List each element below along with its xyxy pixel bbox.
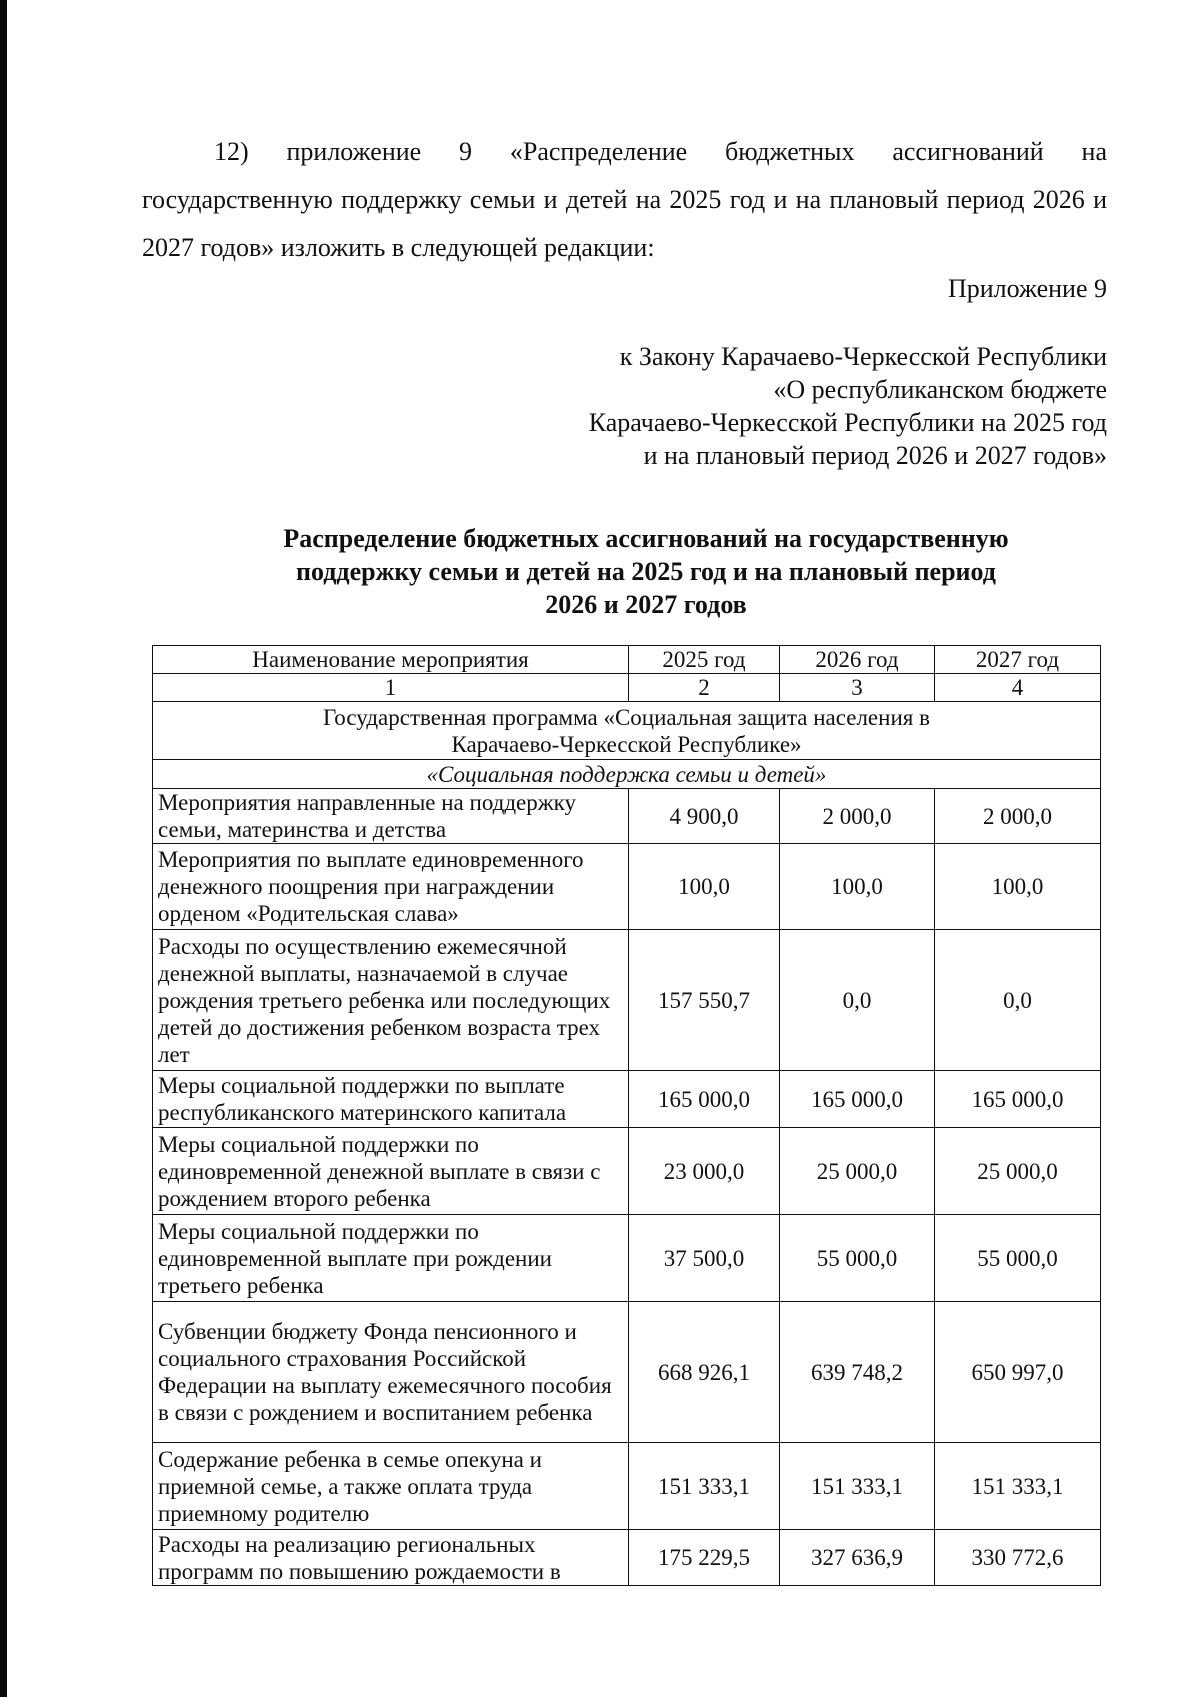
table-row	[153, 789, 1101, 844]
document-title	[226, 522, 1066, 621]
value-2026: 327 636,9	[780, 1530, 935, 1586]
title-line: 2026 и 2027 годов	[545, 590, 747, 619]
header-2026: 2026 год	[780, 646, 935, 674]
program-title: Государственная программа «Социальная защита населения в Карачаево-Черкесской Республике»	[153, 702, 1101, 760]
table-header-row	[153, 646, 1101, 674]
title-line: поддержку семьи и детей на 2025 год и на плановый период	[296, 557, 996, 586]
activity-name: Меры социальной поддержки по единовременной денежной выплате в связи с рождением второго ребенка	[153, 1128, 629, 1215]
activity-name: Меры социальной поддержки по выплате республиканского материнского капитала	[153, 1071, 629, 1128]
activity-name: Расходы по осуществлению ежемесячной денежной выплаты, назначаемой в случае рождения третьего ребенка или последующих детей до достижения ребенком возраста трех лет	[153, 930, 629, 1071]
column-number: 4	[935, 674, 1101, 702]
column-number: 2	[629, 674, 780, 702]
column-number: 1	[153, 674, 629, 702]
value-2025: 151 333,1	[629, 1443, 780, 1530]
value-2026: 55 000,0	[780, 1215, 935, 1302]
value-2026: 639 748,2	[780, 1302, 935, 1443]
law-reference-line: Карачаево-Черкесской Республики на 2025 год	[588, 408, 1107, 437]
table-row	[153, 1530, 1101, 1586]
budget-table	[152, 645, 1101, 1586]
table-row	[153, 1443, 1101, 1530]
table-row	[153, 930, 1101, 1071]
header-2027: 2027 год	[935, 646, 1101, 674]
appendix-label: Приложение 9	[947, 274, 1107, 303]
value-2027: 165 000,0	[935, 1071, 1101, 1128]
intro-paragraph: 12) приложение 9 «Распределение бюджетных ассигнований на государственную поддержку семьи и детей на 2025 год и на плановый период 2026 и 2027 годов» изложить в следующей редакции:	[142, 137, 1107, 262]
activity-name: Расходы на реализацию региональных программ по повышению рождаемости в	[153, 1530, 629, 1586]
value-2027: 650 997,0	[935, 1302, 1101, 1443]
law-reference-line: и на плановый период 2026 и 2027 годов»	[643, 441, 1107, 470]
program-row	[153, 702, 1101, 760]
value-2026: 2 000,0	[780, 789, 935, 844]
column-number: 3	[780, 674, 935, 702]
value-2026: 165 000,0	[780, 1071, 935, 1128]
value-2026: 151 333,1	[780, 1443, 935, 1530]
value-2026: 100,0	[780, 844, 935, 930]
value-2026: 0,0	[780, 930, 935, 1071]
activity-name: Меры социальной поддержки по единовременной выплате при рождении третьего ребенка	[153, 1215, 629, 1302]
table-row	[153, 1071, 1101, 1128]
value-2025: 157 550,7	[629, 930, 780, 1071]
value-2025: 100,0	[629, 844, 780, 930]
column-number-row	[153, 674, 1101, 702]
value-2027: 55 000,0	[935, 1215, 1101, 1302]
activity-name: Мероприятия по выплате единовременного денежного поощрения при награждении орденом «Родительская слава»	[153, 844, 629, 930]
title-line: Распределение бюджетных ассигнований на государственную	[283, 524, 1009, 553]
value-2025: 165 000,0	[629, 1071, 780, 1128]
value-2026: 25 000,0	[780, 1128, 935, 1215]
header-name: Наименование мероприятия	[153, 646, 629, 674]
table-row	[153, 844, 1101, 930]
value-2025: 37 500,0	[629, 1215, 780, 1302]
law-reference-line: к Закону Карачаево-Черкесской Республики	[619, 342, 1107, 371]
table-row	[153, 1215, 1101, 1302]
value-2025: 175 229,5	[629, 1530, 780, 1586]
law-reference-line: «О республиканском бюджете	[773, 375, 1107, 404]
subprogram-title: «Социальная поддержка семьи и детей»	[153, 760, 1101, 789]
value-2027: 100,0	[935, 844, 1101, 930]
value-2025: 23 000,0	[629, 1128, 780, 1215]
value-2027: 0,0	[935, 930, 1101, 1071]
header-2025: 2025 год	[629, 646, 780, 674]
value-2027: 151 333,1	[935, 1443, 1101, 1530]
value-2027: 25 000,0	[935, 1128, 1101, 1215]
value-2027: 330 772,6	[935, 1530, 1101, 1586]
law-reference	[467, 340, 1107, 472]
activity-name: Мероприятия направленные на поддержку семьи, материнства и детства	[153, 789, 629, 844]
value-2025: 4 900,0	[629, 789, 780, 844]
activity-name: Субвенции бюджету Фонда пенсионного и социального страхования Российской Федерации на выплату ежемесячного пособия в связи с рождением и воспитанием ребенка	[153, 1302, 629, 1443]
value-2027: 2 000,0	[935, 789, 1101, 844]
activity-name: Содержание ребенка в семье опекуна и приемной семье, а также оплата труда приемному родителю	[153, 1443, 629, 1530]
table-row	[153, 1128, 1101, 1215]
subprogram-row	[153, 760, 1101, 789]
value-2025: 668 926,1	[629, 1302, 780, 1443]
table-row	[153, 1302, 1101, 1443]
